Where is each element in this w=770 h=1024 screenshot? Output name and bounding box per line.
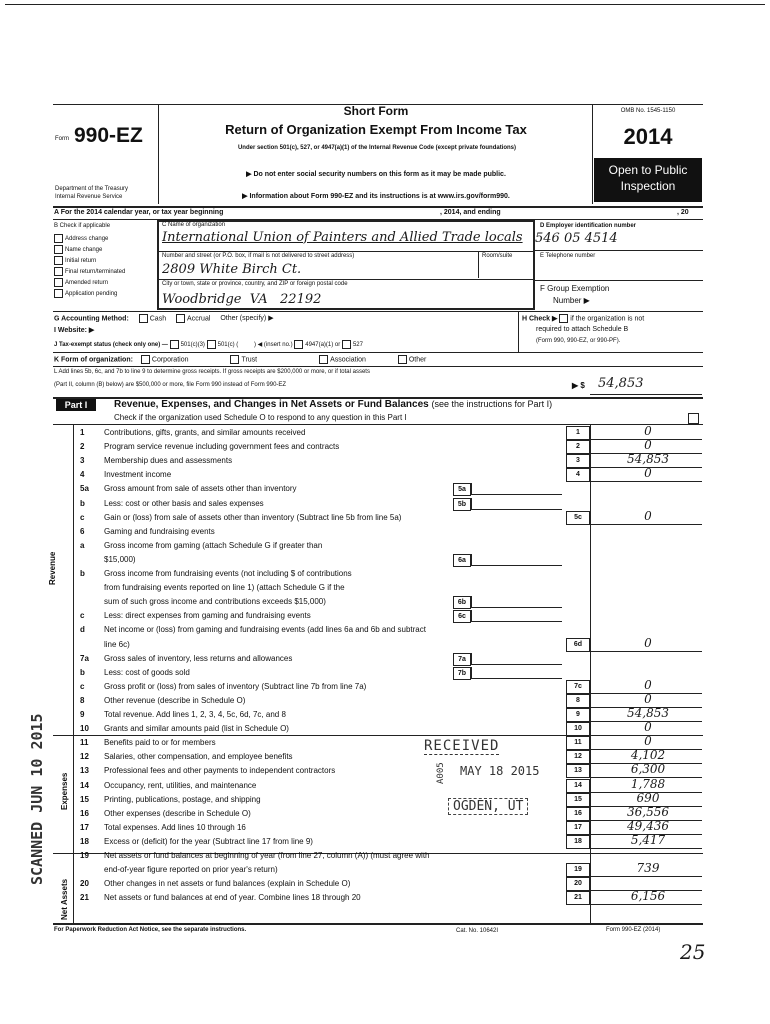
line-amount[interactable]: 54,853: [627, 706, 669, 720]
part1-tag: Part I: [56, 399, 96, 411]
ssn-note: ▶ Do not enter social security numbers on this form as it may be made public.: [246, 171, 506, 178]
line-box: 15: [566, 793, 590, 807]
accrual-label: Accrual: [187, 315, 211, 323]
form-title: Return of Organization Exempt From Income Tax: [225, 122, 527, 137]
line-description: Program service revenue including government fees and contracts: [104, 442, 340, 452]
open-public-line-1: Open to Public: [608, 163, 688, 177]
line-number: 3: [80, 456, 85, 466]
line-description: $15,000): [104, 554, 136, 564]
line-description: Other changes in net assets or fund balances (explain in Schedule O): [104, 879, 351, 889]
line-amount[interactable]: 690: [636, 790, 660, 805]
line-number: 1: [80, 428, 85, 437]
k-other-label: Other: [408, 356, 427, 364]
line-box: 18: [566, 835, 590, 849]
g-label: G Accounting Method:: [54, 315, 129, 323]
line-description: Benefits paid to or for members: [104, 738, 216, 748]
line-box: 1: [566, 426, 590, 440]
check-label: Address change: [65, 236, 109, 243]
j-label: J Tax-exempt status (check only one) —: [54, 342, 168, 349]
line-amount[interactable]: 0: [644, 424, 652, 438]
line-description: Printing, publications, postage, and shipping: [104, 794, 261, 804]
line-description: Net income or (loss) from gaming and fundraising events (add lines 6a and 6b and subtract: [104, 625, 426, 635]
checkbox[interactable]: [54, 267, 63, 276]
dept-line-1: Department of the Treasury: [55, 186, 129, 192]
line-description: Gross profit or (loss) from sales of inventory (Subtract line 7b from line 7a): [104, 681, 367, 691]
org-name-rule: [159, 251, 533, 252]
line-description: Gross sales of inventory, less returns and allowances: [104, 653, 293, 663]
c-label: C Name of organization: [162, 222, 226, 228]
line-box: 7c: [566, 680, 590, 694]
k-assoc-checkbox[interactable]: [319, 355, 328, 364]
k-corp-checkbox[interactable]: [141, 355, 150, 364]
d-label: D Employer identification number: [540, 223, 637, 229]
line-amount[interactable]: 6,156: [630, 889, 666, 904]
bcd-bottom-rule: [53, 311, 703, 312]
b-checkboxes: [54, 234, 154, 300]
j-4947-label: 4947(a)(1) or: [305, 342, 341, 349]
open-public-line-2: Inspection: [620, 179, 676, 193]
line-amount[interactable]: 5,417: [630, 832, 666, 847]
check-label: Application pending: [65, 291, 118, 298]
line-description: Salaries, other compensation, and employee benefits: [104, 752, 293, 762]
line-number: b: [80, 498, 85, 508]
line-number: a: [80, 540, 85, 550]
line-box: 12: [566, 750, 590, 764]
info-note: ▶ Information about Form 990-EZ and its instructions is at www.irs.gov/form990.: [242, 193, 510, 200]
line-amount-rule: [590, 848, 702, 849]
line-amount[interactable]: 0: [644, 508, 652, 523]
line-number: 18: [80, 836, 89, 846]
ein-rule: [535, 250, 703, 251]
line-amount[interactable]: 4,102: [630, 748, 666, 763]
line-description: line 6c): [104, 639, 130, 649]
tax-year: 2014: [623, 124, 673, 149]
line-description: Gross amount from sale of assets other than inventory: [104, 484, 297, 494]
other-method-label: Other (specify) ▶: [220, 315, 274, 323]
check-application-pending[interactable]: [54, 289, 154, 300]
line-description: Less: cost or other basis and sales expenses: [104, 498, 264, 508]
received-stamp: [424, 738, 556, 850]
inner-amount-field[interactable]: [471, 610, 562, 622]
line-h: [522, 314, 644, 323]
line-amount[interactable]: 49,436: [627, 818, 669, 833]
line-number: 11: [80, 738, 89, 748]
omb-number: OMB No. 1545-1150: [620, 108, 676, 114]
k-assoc-label: Association: [330, 356, 366, 364]
line-number: 2: [80, 442, 85, 452]
check-label: Name change: [65, 247, 103, 254]
line-amount[interactable]: 0: [644, 691, 652, 706]
line-number: 13: [80, 766, 89, 776]
inner-line-box: 5a: [453, 483, 471, 496]
line-description: Excess or (deficit) for the year (Subtract line 17 from line 9): [104, 836, 313, 846]
form-word: Form: [55, 136, 69, 142]
line-description: Investment income: [104, 470, 172, 480]
line-description: from fundraising events reported on line 1) (attach Schedule G if the: [104, 583, 345, 593]
inner-line-box: 5b: [453, 498, 471, 511]
received-stamp-code: A005: [436, 762, 446, 784]
line-l-dollar: ▶ $: [572, 381, 585, 390]
b-label: B Check if applicable: [54, 223, 111, 229]
line-number: 21: [80, 893, 89, 903]
line-box: 13: [566, 764, 590, 778]
line-box: 5c: [566, 511, 590, 525]
line-box: 20: [566, 877, 590, 891]
schedule-o-checkbox[interactable]: [688, 413, 699, 424]
street-rule: [159, 279, 533, 280]
line-amount[interactable]: 0: [644, 635, 652, 650]
j-527-checkbox[interactable]: [342, 340, 351, 349]
header-divider-left: [158, 104, 159, 204]
cash-label: Cash: [149, 315, 167, 323]
under-section-note: Under section 501(c), 527, or 4947(a)(1) of the Internal Revenue Code (except private foundations): [237, 145, 517, 151]
part1-title-text: Revenue, Expenses, and Changes in Net Assets or Fund Balances: [114, 399, 429, 410]
cat-number: Cat. No. 10642I: [456, 928, 499, 934]
scanned-stamp: SCANNED JUN 10 2015: [28, 713, 46, 885]
line-g: [54, 314, 274, 323]
received-stamp-date: MAY 18 2015: [460, 764, 540, 778]
check-label: Amended return: [65, 280, 109, 287]
line-box: 2: [566, 440, 590, 454]
line-amount-rule: [590, 524, 702, 525]
line-l-2: (Part II, column (B) below) are $500,000 or more, file Form 990 instead of Form 990-EZ: [54, 382, 287, 388]
inner-amount-field[interactable]: [471, 596, 562, 608]
line-box: 4: [566, 468, 590, 482]
line-k: [54, 355, 426, 364]
inner-amount-field[interactable]: [471, 554, 562, 566]
j-4947-checkbox[interactable]: [294, 340, 303, 349]
line-amount[interactable]: 36,556: [627, 804, 669, 819]
line-number: 4: [80, 470, 85, 480]
line-description: Other revenue (describe in Schedule O): [104, 695, 246, 705]
page-number: 25: [680, 940, 706, 964]
line-amount[interactable]: 0: [644, 734, 652, 749]
check-final-return[interactable]: [54, 267, 154, 278]
line-amount[interactable]: 0: [644, 438, 652, 453]
line-description: sum of such gross income and contributions exceeds $15,000): [104, 597, 326, 607]
line-number: c: [80, 681, 85, 691]
check-amended-return[interactable]: [54, 278, 154, 289]
line-amount[interactable]: 54,853: [627, 452, 669, 467]
line-amount-rule: [590, 904, 702, 905]
line-l-1: L Add lines 5b, 6c, and 7b to line 9 to determine gross receipts. If gross receipts are $200,000 or more, or if total assets: [54, 369, 370, 375]
line-box: 11: [566, 736, 590, 750]
line-i: I Website: ▶: [54, 327, 95, 334]
inner-line-box: 6b: [453, 596, 471, 609]
line-box: 10: [566, 722, 590, 736]
street-label: Number and street (or P.O. box, if mail is not delivered to street address): [162, 253, 355, 259]
part1-bottom-rule: [53, 923, 703, 925]
line-l-value-rule: [590, 394, 702, 395]
phone-rule: [535, 280, 703, 281]
checkbox[interactable]: [54, 289, 63, 298]
line-amount-rule: [590, 876, 702, 877]
line-box: 6d: [566, 638, 590, 652]
check-initial-return[interactable]: [54, 256, 154, 267]
side-label-divider: [73, 425, 74, 923]
short-form-label: Short Form: [343, 104, 409, 118]
line-description: Less: cost of goods sold: [104, 667, 190, 677]
room-label: Room/suite: [482, 253, 513, 259]
checkbox[interactable]: [54, 234, 63, 243]
line-description: end-of-year figure reported on prior year's return): [104, 865, 278, 875]
room-divider: [478, 252, 479, 278]
line-number: 12: [80, 752, 89, 762]
line-description: Gain or (loss) from sale of assets other than inventory (Subtract line 5b from line 5a): [104, 512, 402, 522]
line-description: Gross income from gaming (attach Schedule G if greater than: [104, 540, 323, 550]
line-amount-rule: [590, 481, 702, 482]
paperwork-notice: For Paperwork Reduction Act Notice, see the separate instructions.: [54, 927, 247, 933]
cash-checkbox[interactable]: [139, 314, 148, 323]
form-reference-text: Form 990-EZ (2014): [606, 927, 661, 933]
side-label-revenue: Revenue: [48, 551, 57, 585]
checkbox[interactable]: [54, 256, 63, 265]
part1-check-line: Check if the organization used Schedule O to respond to any question in this Part I: [114, 413, 407, 422]
line-amount[interactable]: 739: [636, 861, 660, 876]
line-number: 6: [80, 526, 85, 536]
f-label: F Group Exemption: [540, 284, 610, 293]
k-trust-label: Trust: [241, 356, 258, 364]
checkbox[interactable]: [54, 245, 63, 254]
j-501c-checkbox[interactable]: [207, 340, 216, 349]
line-amount[interactable]: 0: [644, 677, 652, 692]
top-rule: [5, 4, 765, 5]
line-number: 17: [80, 822, 89, 832]
checkbox[interactable]: [54, 278, 63, 287]
line-box: 9: [566, 708, 590, 722]
j-insert-label: ) ◀ (insert no.): [253, 342, 293, 349]
line-amount[interactable]: 0: [644, 720, 652, 735]
inner-amount-field[interactable]: [471, 667, 562, 679]
line-number: 10: [80, 724, 89, 734]
e-label: E Telephone number: [540, 253, 596, 259]
line-number: d: [80, 625, 85, 635]
line-box: 16: [566, 807, 590, 821]
side-label-expenses: Expenses: [60, 772, 69, 810]
inner-line-box: 7b: [453, 667, 471, 680]
received-stamp-city: OGDEN, UT: [448, 798, 528, 815]
h-label: H Check ▶: [522, 315, 558, 323]
line-description: Gross income from fundraising events (not including $ of contributions: [104, 569, 352, 578]
line-amount[interactable]: 1,788: [630, 776, 666, 791]
k-corp-label: Corporation: [151, 356, 189, 364]
inner-amount-field[interactable]: [471, 653, 562, 665]
inner-amount-field[interactable]: [471, 483, 562, 495]
dept-line-2: Internal Revenue Service: [55, 194, 123, 200]
line-number: 20: [80, 879, 89, 889]
line-number: 14: [80, 780, 89, 790]
side-label-net-assets: Net Assets: [60, 878, 69, 920]
line-number: 19: [80, 851, 89, 860]
header-bottom-rule: [53, 206, 703, 208]
h-divider: [518, 312, 519, 352]
j-501c3-checkbox[interactable]: [170, 340, 179, 349]
header-divider-right: [592, 104, 593, 204]
line-box: 19: [566, 863, 590, 877]
line-number: b: [80, 569, 85, 578]
k-label: K Form of organization:: [54, 356, 133, 364]
k-other-checkbox[interactable]: [398, 355, 407, 364]
city-label: City or town, state or province, country, and ZIP or foreign postal code: [162, 281, 348, 287]
form-reference: [606, 927, 660, 933]
line-number: c: [80, 512, 85, 522]
line-description: Total expenses. Add lines 10 through 16: [104, 822, 246, 832]
h-text-2: required to attach Schedule B: [536, 326, 629, 333]
j-501c-label: 501(c) (: [217, 342, 239, 349]
form-number: 990-EZ: [74, 124, 143, 147]
part1-title-note: (see the instructions for Part I): [431, 399, 553, 409]
check-address-change[interactable]: [54, 234, 154, 245]
check-label: Initial return: [65, 258, 97, 265]
line-description: Professional fees and other payments to independent contractors: [104, 766, 336, 776]
org-name[interactable]: International Union of Painters and Allied Trade locals: [162, 230, 523, 245]
line-description: Net assets or fund balances at end of year. Combine lines 18 through 20: [104, 893, 361, 903]
h-text-3: (Form 990, 990-EZ, or 990-PF).: [536, 338, 621, 344]
line-number: c: [80, 611, 85, 621]
line-number: 16: [80, 808, 89, 818]
check-label: Final return/terminated: [65, 269, 126, 276]
line-description: Total revenue. Add lines 1, 2, 3, 4, 5c, 6d, 7c, and 8: [104, 710, 286, 719]
line-number: 5a: [80, 484, 89, 494]
line-number: 8: [80, 695, 85, 705]
part1-title: [114, 399, 552, 410]
h-text-1: if the organization is not: [570, 315, 645, 323]
h-checkbox[interactable]: [559, 314, 568, 323]
line-description: Less: direct expenses from gaming and fundraising events: [104, 611, 311, 621]
line-description: Contributions, gifts, grants, and similar amounts received: [104, 428, 306, 437]
line-amount[interactable]: 0: [644, 466, 652, 481]
line-amount[interactable]: 6,300: [630, 762, 666, 777]
j-501c3-label: 501(c)(3): [180, 342, 205, 349]
line-number: 9: [80, 710, 85, 719]
line-description: Occupancy, rent, utilities, and maintenance: [104, 780, 257, 790]
inner-line-box: 7a: [453, 653, 471, 666]
city-address[interactable]: Woodbridge VA 22192: [162, 292, 322, 307]
inner-line-box: 6c: [453, 610, 471, 623]
street-address[interactable]: 2809 White Birch Ct.: [162, 262, 302, 277]
line-j: [54, 340, 363, 349]
line-description: Gaming and fundraising events: [104, 526, 215, 536]
line-box: 21: [566, 891, 590, 905]
line-a-label: A For the 2014 calendar year, or tax year beginning: [54, 209, 224, 216]
j-527-label: 527: [352, 342, 363, 349]
amount-column-divider: [590, 425, 591, 923]
line-a-and-ending: , 2014, and ending: [440, 209, 501, 216]
line-box: 14: [566, 779, 590, 793]
line-description: Net assets or fund balances at beginning of year (from line 27, column (A)) (must agree with: [104, 851, 430, 860]
ein-value[interactable]: 546 05 4514: [535, 231, 618, 246]
line-number: b: [80, 667, 85, 677]
line-description: Other expenses (describe in Schedule O): [104, 808, 251, 818]
line-number: 7a: [80, 653, 89, 663]
inner-line-box: 6a: [453, 554, 471, 567]
f-number: Number ▶: [553, 296, 590, 305]
accrual-checkbox[interactable]: [176, 314, 185, 323]
received-stamp-word: RECEIVED: [424, 738, 500, 754]
k-bottom-rule: [53, 366, 703, 367]
line-description: Grants and similar amounts paid (list in Schedule O): [104, 724, 289, 734]
gij-bottom-rule: [53, 352, 703, 353]
inner-amount-field[interactable]: [471, 498, 562, 510]
line-l-value[interactable]: 54,853: [598, 376, 644, 391]
line-box: 8: [566, 694, 590, 708]
check-name-change[interactable]: [54, 245, 154, 256]
line-number: 15: [80, 794, 89, 804]
line-amount-rule: [590, 651, 702, 652]
k-trust-checkbox[interactable]: [230, 355, 239, 364]
line-a-20: , 20: [677, 209, 689, 216]
line-description: Membership dues and assessments: [104, 456, 233, 466]
line-box: 3: [566, 454, 590, 468]
line-box: 17: [566, 821, 590, 835]
open-public-banner: [594, 158, 702, 202]
